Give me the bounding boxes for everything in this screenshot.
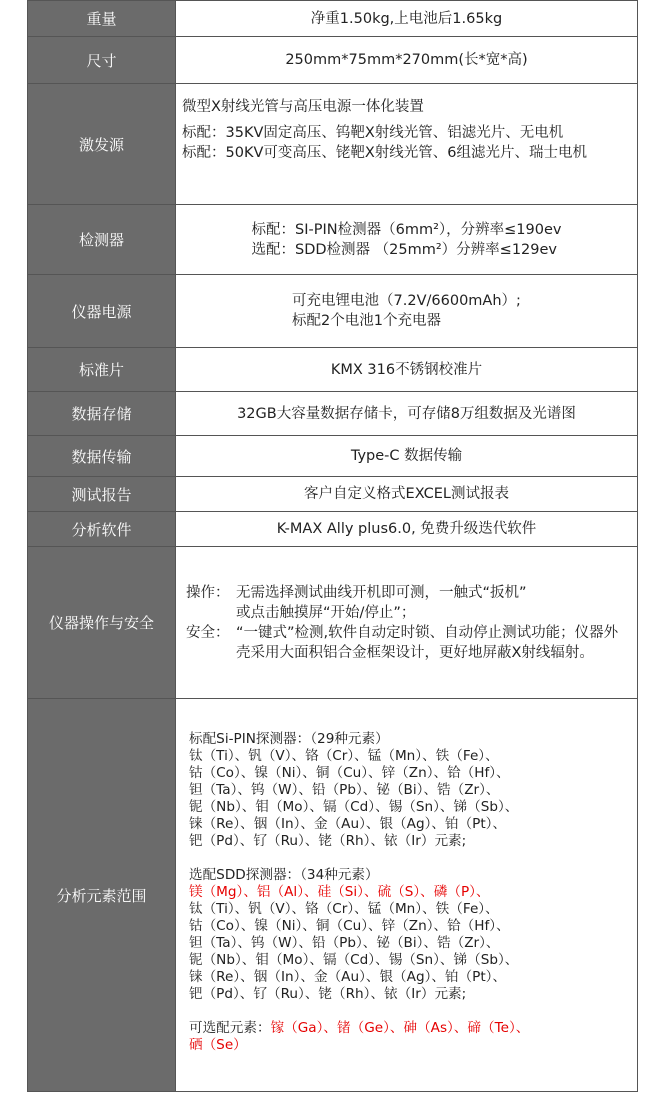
- label-safety: 仪器操作与安全: [28, 547, 176, 699]
- optional-elements: 镓（Ga）、锗（Ge）、砷（As）、碲（Te）、: [270, 1020, 530, 1036]
- pin-line: 钛（Ti）、钒（V）、铬（Cr）、锰（Mn）、铁（Fe）、: [189, 748, 499, 764]
- sdd-line: 钴（Co）、镍（Ni）、铜（Cu）、锌（Zn）、铪（Hf）、: [189, 918, 510, 934]
- label-software: 分析软件: [28, 512, 176, 547]
- label-power: 仪器电源: [28, 275, 176, 348]
- value-elements: [176, 699, 638, 1092]
- value-software: K-MAX Ally plus6.0, 免费升级迭代软件: [176, 512, 638, 547]
- safety-text: “一键式”检测,软件自动定时锁、自动停止测试功能；仪器外壳采用大面积铝合金框架设计，更好地屏蔽X射线辐射。: [236, 624, 619, 661]
- label-size: 尺寸: [28, 37, 176, 84]
- spacer: [189, 850, 631, 867]
- pin-line: 钽（Ta）、钨（W）、铅（Pb）、铋（Bi）、锆（Zr）、: [189, 782, 500, 798]
- row-size: [28, 37, 638, 84]
- value-transfer: Type-C 数据传输: [176, 436, 638, 477]
- elements-text: [189, 699, 631, 1054]
- label-report: 测试报告: [28, 477, 176, 512]
- value-report: 客户自定义格式EXCEL测试报表: [176, 477, 638, 512]
- pin-line: 钯（Pd）、钌（Ru）、铑（Rh）、铱（Ir）元素;: [189, 833, 467, 849]
- row-weight: [28, 1, 638, 37]
- label-standard: 标准片: [28, 348, 176, 392]
- sdd-line: 钽（Ta）、钨（W）、铅（Pb）、铋（Bi）、锆（Zr）、: [189, 935, 500, 951]
- sdd-title: 选配SDD探测器：（34种元素）: [189, 867, 379, 883]
- detector-text: [252, 220, 562, 260]
- value-storage: 32GB大容量数据存储卡，可存储8万组数据及光谱图: [176, 392, 638, 436]
- operation-key: 操作：: [186, 584, 230, 601]
- row-safety: [28, 547, 638, 699]
- pin-title: 标配Si-PIN探测器：（29种元素）: [189, 731, 389, 747]
- safety-key: 安全：: [186, 624, 230, 641]
- detector-line-1: 标配：SI-PIN检测器（6mm²），分辨率≤190ev: [251, 221, 562, 238]
- row-power: [28, 275, 638, 348]
- source-line-2: 标配：35KV固定高压、钨靶X射线光管、铝滤光片、无电机: [182, 125, 564, 141]
- row-standard: [28, 348, 638, 392]
- source-line-1: 微型X射线光管与高压电源一体化装置: [182, 99, 424, 115]
- value-safety: [176, 547, 638, 699]
- value-standard: KMX 316不锈钢校准片: [176, 348, 638, 392]
- operation-text: [236, 583, 629, 623]
- pin-line: 钴（Co）、镍（Ni）、铜（Cu）、锌（Zn）、铪（Hf）、: [189, 765, 510, 781]
- row-elements: [28, 699, 638, 1092]
- operation-line-1: 无需选择测试曲线开机即可测，一触式“扳机”: [236, 584, 527, 601]
- spec-table: [27, 0, 638, 1092]
- power-line-1: 可充电锂电池（7.2V/6600mAh）;: [292, 293, 521, 309]
- operation-block: [186, 583, 629, 623]
- label-weight: 重量: [28, 1, 176, 37]
- source-line-3: 标配：50KV可变高压、铑靶X射线光管、6组滤光片、瑞士电机: [182, 145, 588, 161]
- row-source: [28, 84, 638, 205]
- label-transfer: 数据传输: [28, 436, 176, 477]
- sdd-line: 钯（Pd）、钌（Ru）、铑（Rh）、铱（Ir）元素;: [189, 986, 467, 1002]
- row-detector: [28, 205, 638, 275]
- safety-block: [186, 623, 629, 663]
- label-detector: 检测器: [28, 205, 176, 275]
- row-transfer: [28, 436, 638, 477]
- sdd-line: 铼（Re）、铟（In）、金（Au）、银（Ag）、铂（Pt）、: [189, 969, 507, 985]
- value-power: [176, 275, 638, 348]
- sdd-line: 铌（Nb）、钼（Mo）、镉（Cd）、锡（Sn）、锑（Sb）、: [189, 952, 519, 968]
- value-weight: 净重1.50kg,上电池后1.65kg: [176, 1, 638, 37]
- label-elements: 分析元素范围: [28, 699, 176, 1092]
- row-report: [28, 477, 638, 512]
- row-software: [28, 512, 638, 547]
- sdd-highlight-line: 镁（Mg）、铝（Al）、硅（Si）、硫（S）、磷（P）、: [189, 884, 490, 900]
- optional-key: 可选配元素：: [189, 1020, 271, 1036]
- detector-line-2: 选配：SDD检测器 （25mm²）分辨率≤129ev: [251, 241, 557, 258]
- value-detector: [176, 205, 638, 275]
- optional-line: [189, 1020, 631, 1037]
- pin-line: 铌（Nb）、钼（Mo）、镉（Cd）、锡（Sn）、锑（Sb）、: [189, 799, 519, 815]
- value-size: 250mm*75mm*270mm(长*宽*高): [176, 37, 638, 84]
- source-text: [182, 97, 637, 163]
- label-storage: 数据存储: [28, 392, 176, 436]
- power-line-2: 标配2个电池1个充电器: [292, 313, 441, 329]
- power-text: [292, 291, 521, 331]
- pin-line: 铼（Re）、铟（In）、金（Au）、银（Ag）、铂（Pt）、: [189, 816, 507, 832]
- optional-elements-cont: 硒（Se）: [189, 1037, 247, 1053]
- row-storage: [28, 392, 638, 436]
- operation-line-2: 或点击触摸屏“开始/停止”；: [236, 604, 416, 621]
- sdd-line: 钛（Ti）、钒（V）、铬（Cr）、锰（Mn）、铁（Fe）、: [189, 901, 499, 917]
- label-source: 激发源: [28, 84, 176, 205]
- spacer: [189, 1003, 631, 1020]
- value-source: [176, 84, 638, 205]
